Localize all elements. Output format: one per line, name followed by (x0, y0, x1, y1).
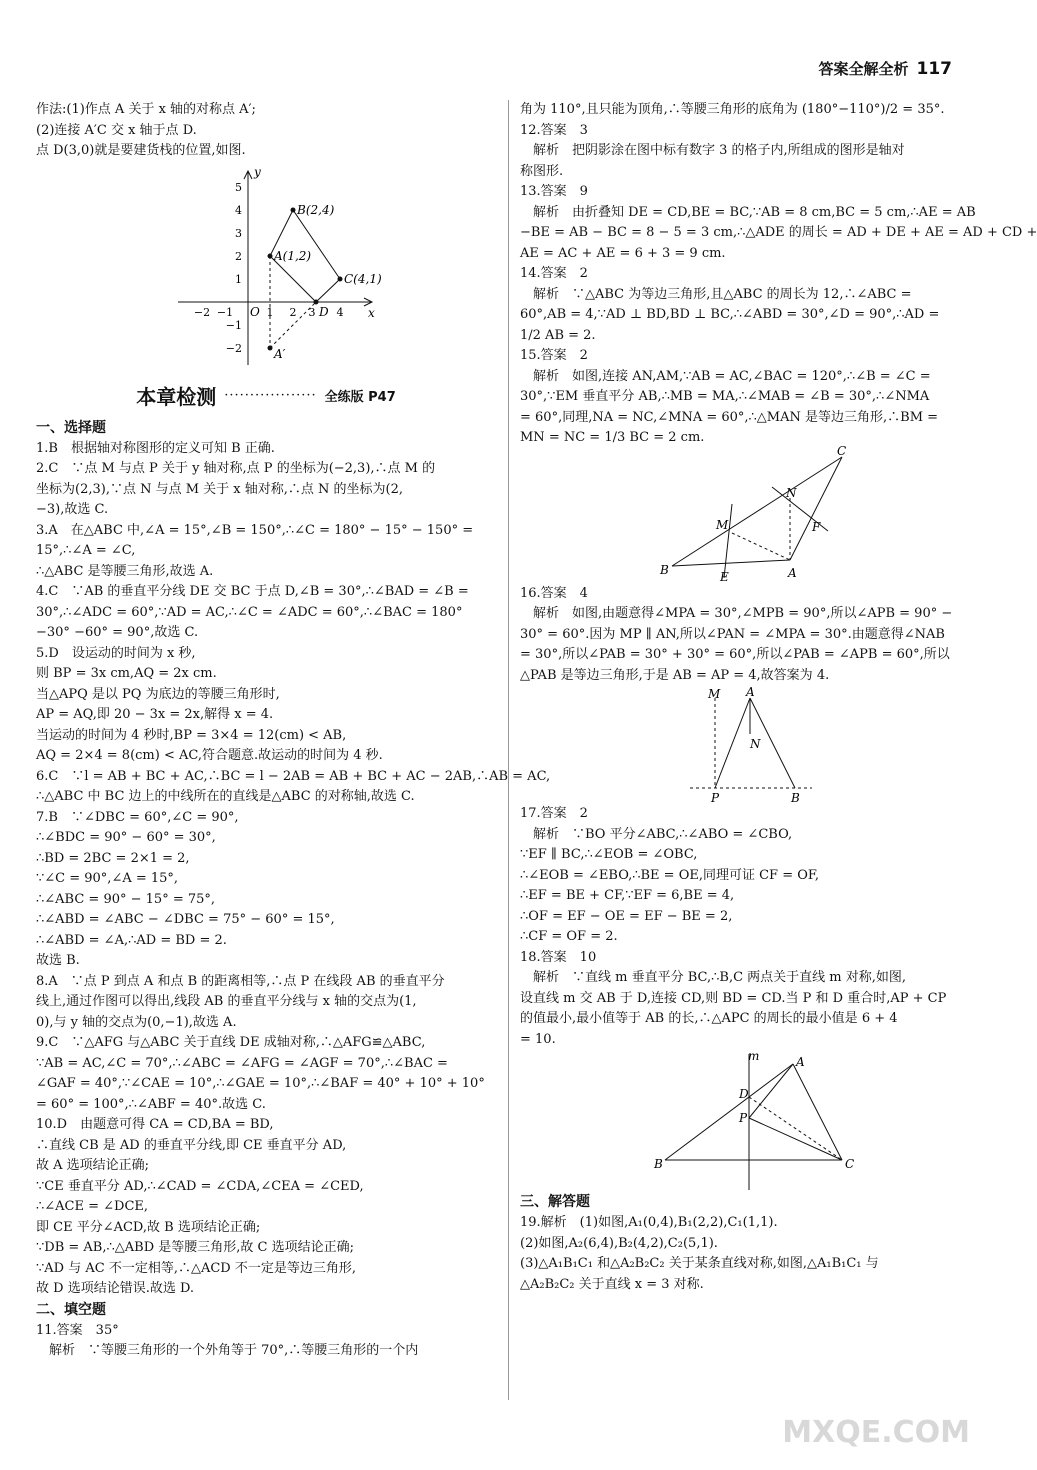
text-line: 6.C ∵l = AB + BC + AC,∴BC = l − 2AB = AB + BC + AC − 2AB,∴AB = AC, (36, 768, 551, 784)
text-line: 解析 如图,由题意得∠MPA = 30°,∠MPB = 90°,所以∠APB = 90° − (520, 606, 953, 621)
label-f: F (812, 519, 821, 534)
label-m: M (716, 517, 729, 532)
text-line: 15.答案 2 (520, 348, 588, 363)
section-heading: 二、填空题 (36, 1301, 106, 1318)
text-line: ∵EF ∥ BC,∴∠EOB = ∠OBC, (520, 847, 698, 862)
label-a: A (788, 565, 797, 580)
right-block-4 (520, 1213, 968, 1295)
x-tick: 1 (266, 305, 274, 319)
text-line: △A₂B₂C₂ 关于直线 x = 3 对称. (520, 1276, 704, 1292)
text-line: 故 D 选项结论错误.故选 D. (36, 1281, 195, 1296)
text-line: ∵CE 垂直平分 AD,∴∠CAD = ∠CDA,∠CEA = ∠CED, (36, 1178, 364, 1194)
text-line: ∴CF = OF = 2. (520, 929, 618, 944)
text-line: 设直线 m 交 AB 于 D,连接 CD,则 BD = CD.当 P 和 D 重合时,AP + CP (520, 990, 947, 1006)
text-line: ∴直线 CB 是 AD 的垂直平分线,即 CE 垂直平分 AD, (36, 1137, 347, 1153)
text-line: 10.D 由题意可得 CA = CD,BA = BD, (36, 1117, 274, 1132)
text-line: 8.A ∵点 P 到点 A 和点 B 的距离相等,∴点 P 在线段 AB 的垂直平分 (36, 973, 445, 989)
text-line: ∠GAF = 40°,∵∠CAE = 10°,∴∠GAE = 10°,∴∠BAF = 40° + 10° + 10° (36, 1076, 485, 1091)
text-line: 17.答案 2 (520, 806, 588, 821)
text-line: 当运动的时间为 4 秒时,BP = 3×4 = 12(cm) < AB, (36, 727, 347, 743)
text-line: = 10. (520, 1031, 556, 1047)
text-line: 1.B 根据轴对称图形的定义可知 B 正确. (36, 440, 275, 456)
coordinate-graph (36, 162, 496, 367)
text-line: = 60°,同理,NA = NC,∠MNA = 60°,∴△MAN 是等边三角形,∴BM = (520, 409, 939, 425)
text-line: 坐标为(2,3),∵点 N 与点 M 关于 x 轴对称,∴点 N 的坐标为(2, (36, 481, 404, 497)
label-p: P (739, 1111, 748, 1125)
label-p: P (711, 791, 720, 805)
x-axis-label: x (368, 305, 375, 320)
text-line: 16.答案 4 (520, 585, 588, 601)
point-aprime-label: A′ (274, 346, 286, 361)
label-m: m (748, 1049, 760, 1063)
text-line: (3)△A₁B₁C₁ 和△A₂B₂C₂ 关于某条直线对称,如图,△A₁B₁C₁ 与 (520, 1256, 879, 1271)
text-line: (2)连接 A′C 交 x 轴于点 D. (36, 122, 197, 138)
column-divider (508, 100, 509, 1400)
text-line: ∴∠BDC = 90° − 60° = 30°, (36, 830, 216, 845)
text-line: 角为 110°,且只能为顶角,∴等腰三角形的底角为 (180°−110°)/2 = 35°. (520, 102, 945, 117)
chapter-title: 本章检测 (136, 384, 217, 409)
text-line: 则 BP = 3x cm,AQ = 2x cm. (36, 666, 217, 681)
header-title: 答案全解全析 (818, 60, 909, 78)
page-number: 117 (916, 59, 952, 79)
text-line: 30° = 60°.因为 MP ∥ AN,所以∠PAN = ∠MPA = 30°.由题意得∠NAB (520, 626, 945, 642)
text-line: 的值最小,最小值等于 AB 的长,∴△APC 的周长的最小值是 6 + 4 (520, 1011, 898, 1026)
x-tick: 2 (289, 305, 297, 319)
text-line: = 30°,所以∠PAB = 30° + 30° = 60°,所以∠PAB = ∠APB = 60°,所以 (520, 647, 950, 662)
text-line: 解析 如图,连接 AN,AM,∵AB = AC,∠BAC = 120°,∴∠B = ∠C = (520, 368, 931, 384)
right-block-3 (520, 804, 968, 1050)
text-line: 7.B ∵∠DBC = 60°,∠C = 90°, (36, 809, 239, 825)
text-line: AE = AC + AE = 6 + 3 = 9 cm. (520, 245, 726, 261)
text-line: 即 CE 平分∠ACD,故 B 选项结论正确; (36, 1219, 261, 1235)
text-line: 2.C ∵点 M 与点 P 关于 y 轴对称,点 P 的坐标为(−2,3),∴点 M 的 (36, 461, 436, 476)
label-a: A (746, 685, 755, 699)
figure-16 (520, 686, 968, 804)
text-line: ∴△ABC 中 BC 边上的中线所在的直线是△ABC 的对称轴,故选 C. (36, 789, 415, 804)
text-line: 故 A 选项结论正确; (36, 1158, 150, 1173)
text-line: 30°,∵EM 垂直平分 AB,∴MB = MA,∴∠MAB = ∠B = 30°,∴∠NMA (520, 389, 930, 404)
text-line: 解析 把阴影涂在图中标有数字 3 的格子内,所组成的图形是轴对 (520, 143, 905, 158)
text-line: ∴EF = BE + CF,∵EF = 6,BE = 4, (520, 888, 735, 903)
text-line: 19.解析 (1)如图,A₁(0,4),B₁(2,2),C₁(1,1). (520, 1215, 778, 1230)
label-d: D (739, 1087, 749, 1101)
y-tick: 1 (235, 272, 242, 286)
label-b: B (654, 1157, 663, 1171)
text-line: ∵AB = AC,∠C = 70°,∴∠ABC = ∠AFG = ∠AGF = 70°,∴∠BAC = (36, 1055, 448, 1071)
label-n: N (786, 485, 797, 500)
label-n: N (750, 737, 761, 751)
label-a: A (796, 1055, 805, 1069)
text-line: 15°,∴∠A = ∠C, (36, 543, 136, 558)
text-line: 解析 由折叠知 DE = CD,BE = BC,∵AB = 8 cm,BC = 5 cm,∴AE = AB (520, 204, 976, 220)
text-line: 5.D 设运动的时间为 x 秒, (36, 645, 196, 661)
text-line: AP = AQ,即 20 − 3x = 2x,解得 x = 4. (36, 707, 274, 722)
right-block-1 (520, 100, 1037, 449)
text-line: −3),故选 C. (36, 502, 109, 517)
text-line: ∴BD = 2BC = 2×1 = 2, (36, 850, 190, 866)
origin-label: O (250, 304, 260, 319)
y-tick: 5 (235, 180, 242, 194)
point-d-label: D (319, 304, 329, 319)
y-tick: −2 (225, 341, 242, 355)
text-line: 故选 B. (36, 953, 80, 968)
label-b: B (791, 791, 800, 805)
text-line: 60°,AB = 4,∵AD ⊥ BD,BD ⊥ BC,∴∠ABD = 30°,∠D = 90°,∴AD = (520, 307, 940, 322)
section-heading: 三、解答题 (520, 1194, 590, 1210)
text-line: −BE = AB − BC = 8 − 5 = 3 cm,∴△ADE 的周长 = AD + DE + AE = AD + CD + (520, 225, 1037, 240)
text-line: ∴∠ABD = ∠A,∴AD = BD = 2. (36, 932, 227, 948)
y-tick: 2 (235, 249, 242, 263)
text-line: 点 D(3,0)就是要建货栈的位置,如图. (36, 143, 246, 158)
y-tick: 4 (235, 203, 242, 217)
x-tick: 4 (336, 305, 344, 319)
text-line: MN = NC = 1/3 BC = 2 cm. (520, 430, 705, 445)
text-line: 线上,通过作图可以得出,线段 AB 的垂直平分线与 x 轴的交点为(1, (36, 994, 417, 1009)
text-line: 4.C ∵AB 的垂直平分线 DE 交 BC 于点 D,∠B = 30°,∴∠BAD = ∠B = (36, 584, 469, 599)
text-line: ∴∠EOB = ∠EBO,∴BE = OE,同理可证 CF = OF, (520, 867, 820, 883)
text-line: 9.C ∵△AFG 与△ABC 关于直线 DE 成轴对称,∴△AFG≌△ABC, (36, 1035, 426, 1050)
text-line: 3.A 在△ABC 中,∠A = 15°,∠B = 150°,∴∠C = 180° − 15° − 150° = (36, 522, 474, 538)
text-line: 13.答案 9 (520, 184, 588, 199)
text-line: ∴△ABC 是等腰三角形,故选 A. (36, 563, 214, 579)
point-a-label: A(1,2) (274, 248, 312, 263)
left-answer-lines (36, 439, 551, 1300)
text-line: AQ = 2×4 = 8(cm) < AC,符合题意.故运动的时间为 4 秒. (36, 748, 383, 763)
text-line: 12.答案 3 (520, 122, 588, 138)
label-m: M (708, 687, 721, 701)
dot-leader: ·················· (224, 387, 317, 403)
page-header (818, 58, 952, 79)
text-line: 解析 ∵等腰三角形的一个外角等于 70°,∴等腰三角形的一个内 (36, 1343, 419, 1358)
text-line: ∴OF = EF − OE = EF − BE = 2, (520, 908, 733, 924)
text-line: ∵∠C = 90°,∠A = 15°, (36, 871, 179, 886)
text-line: 解析 ∵直线 m 垂直平分 BC,∴B,C 两点关于直线 m 对称,如图, (520, 970, 907, 985)
text-line: ∴∠ABC = 90° − 15° = 75°, (36, 891, 216, 907)
text-line: ∵DB = AB,∴△ABD 是等腰三角形,故 C 选项结论正确; (36, 1240, 354, 1255)
label-c: C (837, 443, 847, 458)
text-line: 解析 ∵△ABC 为等边三角形,且△ABC 的周长为 12,∴∠ABC = (520, 286, 912, 302)
y-axis-label: y (254, 164, 261, 179)
text-line: 0),与 y 轴的交点为(0,−1),故选 A. (36, 1014, 237, 1030)
text-line: 30°,∴∠ADC = 60°,∵AD = AC,∴∠C = ∠ADC = 60°,∴∠BAC = 180° (36, 604, 463, 620)
figure-18 (520, 1050, 968, 1192)
point-c-label: C(4,1) (344, 271, 382, 286)
text-line: 14.答案 2 (520, 266, 588, 281)
chapter-ref: 全练版 P47 (324, 389, 396, 405)
right-block-2 (520, 584, 968, 687)
text-line: 18.答案 10 (520, 949, 597, 965)
text-line: 称图形. (520, 163, 564, 179)
text-line: 11.答案 35° (36, 1322, 119, 1338)
text-line: △PAB 是等边三角形,于是 AB = AP = 4,故答案为 4. (520, 667, 830, 683)
x-tick: 3 (308, 305, 316, 319)
text-line: ∴∠ACE = ∠DCE, (36, 1199, 149, 1214)
watermark: MXQE.COM (782, 1415, 970, 1450)
section-heading: 一、选择题 (36, 419, 106, 436)
label-e: E (720, 569, 729, 584)
y-tick: 3 (235, 226, 242, 240)
chapter-heading (36, 381, 496, 410)
text-line: 当△APQ 是以 PQ 为底边的等腰三角形时, (36, 686, 280, 702)
label-c: C (845, 1157, 855, 1171)
x-tick: −2 (193, 305, 211, 319)
text-line: (2)如图,A₂(6,4),B₂(4,2),C₂(5,1). (520, 1235, 718, 1251)
text-line: 作法:(1)作点 A 关于 x 轴的对称点 A′; (36, 102, 256, 117)
right-column (520, 100, 1037, 1295)
text-line: ∵AD 与 AC 不一定相等,∴△ACD 不一定是等边三角形, (36, 1260, 356, 1276)
left-column (36, 100, 551, 1362)
text-line: 解析 ∵BO 平分∠ABC,∴∠ABO = ∠CBO, (520, 826, 793, 842)
text-line: = 60° = 100°,∴∠ABF = 40°.故选 C. (36, 1096, 266, 1112)
text-line: 1/2 AB = 2. (520, 327, 596, 343)
text-line: −30° −60° = 90°,故选 C. (36, 625, 199, 640)
x-tick: −1 (216, 305, 234, 319)
y-tick: −1 (225, 318, 242, 332)
text-line: ∴∠ABD = ∠ABC − ∠DBC = 75° − 60° = 15°, (36, 912, 335, 927)
point-b-label: B(2,4) (297, 202, 335, 217)
label-b: B (660, 562, 669, 577)
figure-15 (520, 443, 968, 584)
